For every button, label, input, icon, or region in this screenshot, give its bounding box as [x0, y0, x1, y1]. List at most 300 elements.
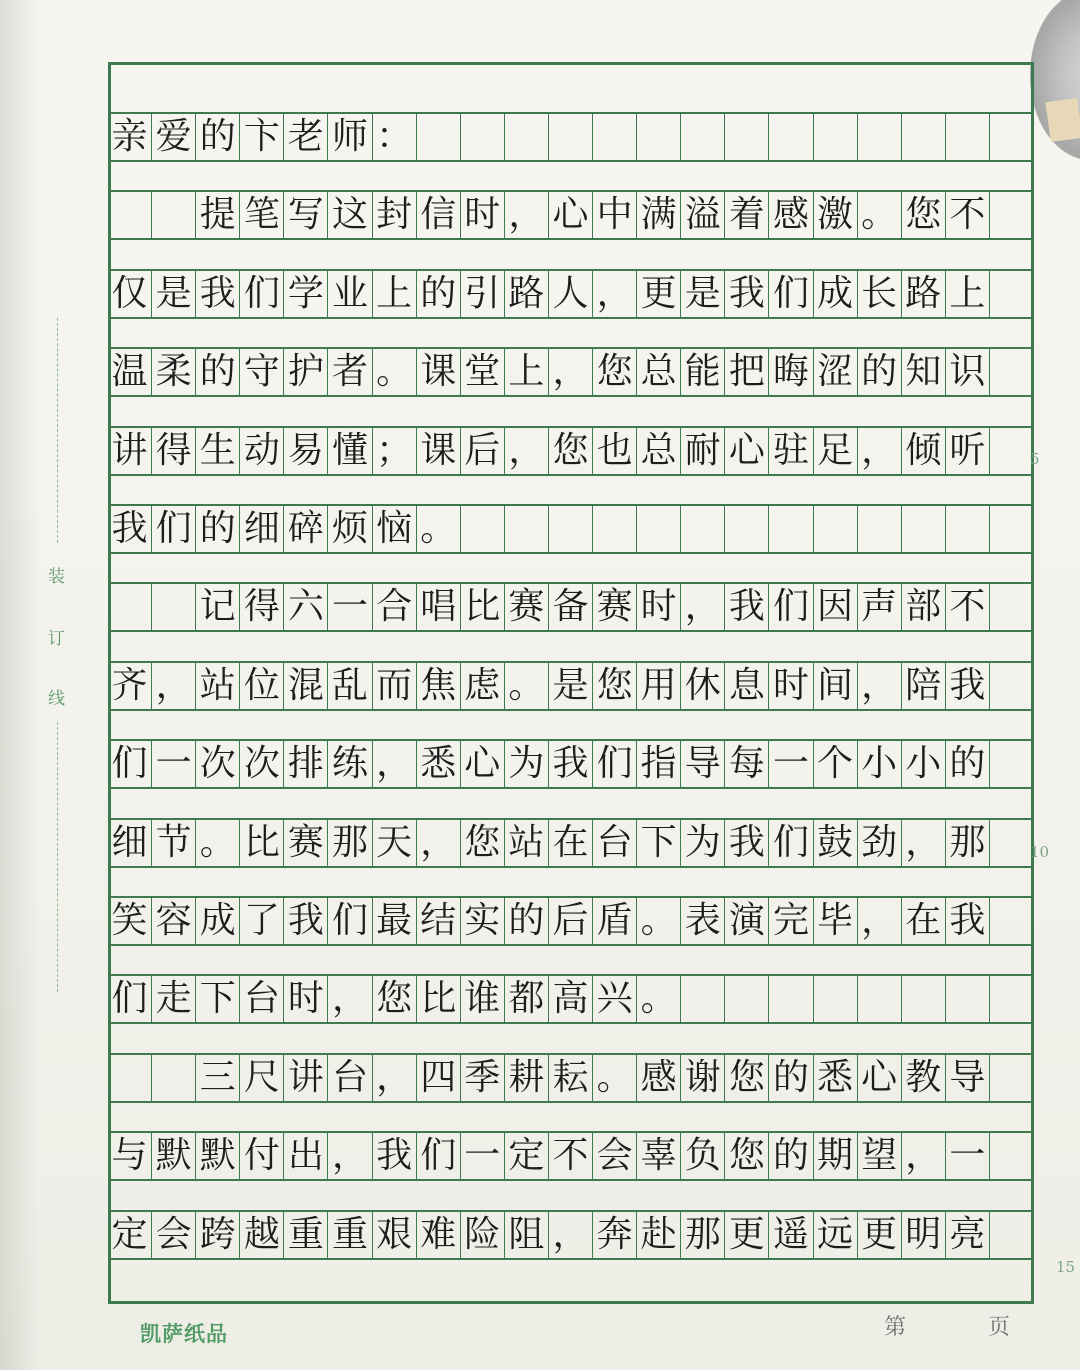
grid-cell: 三 — [196, 1055, 240, 1101]
grid-cell: 望 — [858, 1133, 902, 1179]
grid-cell: 为 — [681, 820, 725, 866]
grid-cell: ： — [373, 114, 417, 160]
grid-cell: 谁 — [461, 976, 505, 1022]
grid-cell: 晦 — [769, 349, 813, 395]
grid-cell: 的 — [196, 506, 240, 552]
grid-cell: 遥 — [769, 1212, 813, 1258]
grid-cell: 后 — [549, 898, 593, 944]
grid-cell: 心 — [461, 741, 505, 787]
grid-cell — [902, 976, 946, 1022]
grid-cell: 演 — [725, 898, 769, 944]
grid-cell: 小 — [902, 741, 946, 787]
grid-cell — [637, 506, 681, 552]
grid-cell: 。 — [196, 820, 240, 866]
grid-cell: 信 — [417, 192, 461, 238]
grid-cell: 。 — [858, 192, 902, 238]
grid-cell: 知 — [902, 349, 946, 395]
grid-cell: 六 — [284, 584, 328, 630]
grid-cell: 小 — [858, 741, 902, 787]
grid-cell: 比 — [240, 820, 284, 866]
grid-cell: 把 — [725, 349, 769, 395]
grid-cell: 易 — [284, 428, 328, 474]
grid-cell: 我 — [373, 1133, 417, 1179]
grid-cell — [814, 976, 858, 1022]
grid-cell: 站 — [505, 820, 549, 866]
grid-cell: 尺 — [240, 1055, 284, 1101]
grid-cell — [417, 114, 461, 160]
grid-cell: 虑 — [461, 663, 505, 709]
grid-cell: 的 — [505, 898, 549, 944]
grid-cell: 懂 — [328, 428, 372, 474]
grid-row — [108, 582, 1034, 632]
grid-cell: 更 — [725, 1212, 769, 1258]
line-number-10: 10 — [1030, 843, 1050, 861]
grid-cell — [152, 192, 196, 238]
grid-cell: 比 — [461, 584, 505, 630]
grid-cell: 用 — [637, 663, 681, 709]
tape-label — [1045, 98, 1080, 142]
grid-cell: 足 — [814, 428, 858, 474]
grid-cell: 总 — [637, 428, 681, 474]
binding-char-3: 线 — [48, 689, 65, 709]
grid-cell — [505, 114, 549, 160]
grid-cell: 者 — [328, 349, 372, 395]
grid-cell: 会 — [152, 1212, 196, 1258]
grid-cell: 在 — [902, 898, 946, 944]
grid-cell: 默 — [196, 1133, 240, 1179]
grid-cell: 越 — [240, 1212, 284, 1258]
grid-cell: 息 — [725, 663, 769, 709]
grid-cell: 细 — [240, 506, 284, 552]
grid-cell: 您 — [725, 1133, 769, 1179]
grid-cell: 是 — [681, 271, 725, 317]
grid-cell: 守 — [240, 349, 284, 395]
grid-cell: 混 — [284, 663, 328, 709]
grid-cell: 提 — [196, 192, 240, 238]
grid-cell: 讲 — [284, 1055, 328, 1101]
grid-cell — [108, 1055, 152, 1101]
grid-cell: 表 — [681, 898, 725, 944]
grid-cell: ， — [549, 349, 593, 395]
grid-cell: ， — [417, 820, 461, 866]
grid-cell — [681, 114, 725, 160]
grid-cell: 课 — [417, 428, 461, 474]
grid-cell: 负 — [681, 1133, 725, 1179]
grid-cell: 鼓 — [814, 820, 858, 866]
grid-cell: 感 — [769, 192, 813, 238]
grid-cell: 导 — [946, 1055, 990, 1101]
grid-cell: 记 — [196, 584, 240, 630]
grid-cell: 那 — [946, 820, 990, 866]
grid-cell — [593, 506, 637, 552]
grid-cell: ， — [373, 741, 417, 787]
grid-cell — [990, 1133, 1034, 1179]
grid-cell: 更 — [637, 271, 681, 317]
grid-cell: 谢 — [681, 1055, 725, 1101]
grid-cell — [990, 741, 1034, 787]
grid-cell — [990, 898, 1034, 944]
grid-cell: 指 — [637, 741, 681, 787]
grid-cell: 路 — [505, 271, 549, 317]
grid-cell: 兴 — [593, 976, 637, 1022]
grid-row — [108, 112, 1034, 162]
grid-cell: ， — [858, 898, 902, 944]
grid-cell: 们 — [769, 584, 813, 630]
grid-cell: 学 — [284, 271, 328, 317]
grid-cell — [990, 114, 1034, 160]
grid-row — [108, 739, 1034, 789]
grid-cell — [902, 114, 946, 160]
grid-cell — [549, 506, 593, 552]
grid-cell: 因 — [814, 584, 858, 630]
grid-cell: 写 — [284, 192, 328, 238]
grid-cell: ， — [858, 663, 902, 709]
page-label-suffix: 页 — [988, 1315, 1011, 1340]
grid-cell: 不 — [946, 192, 990, 238]
grid-cell: 是 — [549, 663, 593, 709]
grid-cell — [814, 506, 858, 552]
grid-cell: 仅 — [108, 271, 152, 317]
grid-cell: 心 — [725, 428, 769, 474]
grid-cell: ， — [328, 1133, 372, 1179]
grid-cell: 您 — [593, 349, 637, 395]
grid-cell: 听 — [946, 428, 990, 474]
grid-cell: 我 — [946, 898, 990, 944]
grid-cell: 导 — [681, 741, 725, 787]
grid-cell: 四 — [417, 1055, 461, 1101]
grid-cell: ， — [549, 1212, 593, 1258]
grid-cell: 定 — [505, 1133, 549, 1179]
grid-cell: 们 — [769, 820, 813, 866]
grid-cell: 位 — [240, 663, 284, 709]
grid-cell: 赴 — [637, 1212, 681, 1258]
grid-row — [108, 347, 1034, 397]
grid-cell: 出 — [284, 1133, 328, 1179]
grid-cell: 们 — [108, 741, 152, 787]
grid-cell: 季 — [461, 1055, 505, 1101]
grid-cell: 耐 — [681, 428, 725, 474]
grid-cell: 默 — [152, 1133, 196, 1179]
grid-cell: 老 — [284, 114, 328, 160]
grid-cell: 我 — [725, 584, 769, 630]
grid-row — [108, 1210, 1034, 1260]
grid-cell: 远 — [814, 1212, 858, 1258]
grid-cell: 完 — [769, 898, 813, 944]
grid-row — [108, 504, 1034, 554]
grid-cell: 们 — [152, 506, 196, 552]
grid-cell — [769, 506, 813, 552]
grid-cell — [858, 976, 902, 1022]
grid-cell — [814, 114, 858, 160]
grid-cell: 阻 — [505, 1212, 549, 1258]
grid-cell: 我 — [549, 741, 593, 787]
grid-cell: 毕 — [814, 898, 858, 944]
grid-cell: 满 — [637, 192, 681, 238]
grid-cell: 们 — [328, 898, 372, 944]
grid-cell: 讲 — [108, 428, 152, 474]
grid-cell: ， — [505, 192, 549, 238]
grid-cell: 容 — [152, 898, 196, 944]
grid-cell: 一 — [769, 741, 813, 787]
grid-cell: ， — [152, 663, 196, 709]
binding-char-1: 装 — [48, 567, 65, 587]
grid-cell: ， — [328, 976, 372, 1022]
grid-cell — [725, 114, 769, 160]
grid-cell: 结 — [417, 898, 461, 944]
grid-cell — [108, 192, 152, 238]
grid-cell: 着 — [725, 192, 769, 238]
grid-cell: 时 — [284, 976, 328, 1022]
grid-cell: 定 — [108, 1212, 152, 1258]
grid-cell: 笔 — [240, 192, 284, 238]
grid-cell: 实 — [461, 898, 505, 944]
grid-cell: 。 — [505, 663, 549, 709]
grid-cell: 唱 — [417, 584, 461, 630]
grid-cell — [946, 114, 990, 160]
grid-cell: 。 — [637, 976, 681, 1022]
grid-cell — [549, 114, 593, 160]
grid-cell: ， — [858, 428, 902, 474]
grid-cell: 合 — [373, 584, 417, 630]
grid-cell: 赛 — [284, 820, 328, 866]
grid-cell: 长 — [858, 271, 902, 317]
grid-cell: 们 — [108, 976, 152, 1022]
grid-cell: 时 — [461, 192, 505, 238]
grid-cell: 那 — [681, 1212, 725, 1258]
grid-cell: 时 — [637, 584, 681, 630]
grid-cell: 我 — [196, 271, 240, 317]
grid-cell — [637, 114, 681, 160]
grid-cell: ， — [373, 1055, 417, 1101]
grid-cell — [725, 506, 769, 552]
grid-cell — [990, 663, 1034, 709]
grid-cell: 烦 — [328, 506, 372, 552]
grid-cell: 难 — [417, 1212, 461, 1258]
grid-cell: 耕 — [505, 1055, 549, 1101]
grid-cell: 耘 — [549, 1055, 593, 1101]
grid-cell: ， — [505, 428, 549, 474]
grid-cell: ； — [373, 428, 417, 474]
grid-cell: 赛 — [593, 584, 637, 630]
grid-cell: 您 — [902, 192, 946, 238]
grid-cell: 感 — [637, 1055, 681, 1101]
grid-cell: 溢 — [681, 192, 725, 238]
grid-row — [108, 896, 1034, 946]
grid-cell: 台 — [593, 820, 637, 866]
grid-cell: 恼 — [373, 506, 417, 552]
grid-cell: 封 — [373, 192, 417, 238]
grid-row — [108, 1053, 1034, 1103]
grid-cell: 一 — [152, 741, 196, 787]
grid-cell: 间 — [814, 663, 858, 709]
grid-cell: 生 — [196, 428, 240, 474]
grid-cell: 心 — [858, 1055, 902, 1101]
grid-cell: 业 — [328, 271, 372, 317]
grid-cell: 我 — [108, 506, 152, 552]
grid-cell: 们 — [417, 1133, 461, 1179]
grid-cell: 上 — [946, 271, 990, 317]
grid-cell: 天 — [373, 820, 417, 866]
grid-cell: 这 — [328, 192, 372, 238]
grid-cell: 课 — [417, 349, 461, 395]
grid-row — [108, 661, 1034, 711]
grid-cell: 下 — [637, 820, 681, 866]
grid-cell — [990, 1212, 1034, 1258]
grid-cell: 我 — [725, 271, 769, 317]
binding-dashed-line-bottom — [57, 722, 58, 992]
grid-cell: 上 — [373, 271, 417, 317]
grid-cell: 驻 — [769, 428, 813, 474]
grid-cell: 最 — [373, 898, 417, 944]
grid-cell — [769, 114, 813, 160]
grid-cell: 的 — [769, 1055, 813, 1101]
grid-cell: 碎 — [284, 506, 328, 552]
grid-cell: 站 — [196, 663, 240, 709]
grid-cell: 台 — [328, 1055, 372, 1101]
grid-cell: 在 — [549, 820, 593, 866]
grid-cell: 劲 — [858, 820, 902, 866]
grid-cell: 得 — [240, 584, 284, 630]
grid-cell: 练 — [328, 741, 372, 787]
grid-cell: 的 — [769, 1133, 813, 1179]
grid-cell: 盾 — [593, 898, 637, 944]
grid-cell: 们 — [240, 271, 284, 317]
grid-cell: 重 — [284, 1212, 328, 1258]
grid-cell: 动 — [240, 428, 284, 474]
grid-cell: 心 — [549, 192, 593, 238]
grid-cell — [152, 1055, 196, 1101]
grid-cell: 排 — [284, 741, 328, 787]
grid-cell: 柔 — [152, 349, 196, 395]
grid-cell: 不 — [946, 584, 990, 630]
grid-row — [108, 190, 1034, 240]
grid-cell: 倾 — [902, 428, 946, 474]
grid-cell: 您 — [549, 428, 593, 474]
grid-row — [108, 269, 1034, 319]
grid-cell: 堂 — [461, 349, 505, 395]
grid-cell: 跨 — [196, 1212, 240, 1258]
grid-cell — [108, 584, 152, 630]
grid-cell: 悉 — [417, 741, 461, 787]
line-number-15: 15 — [1056, 1258, 1076, 1276]
grid-cell: 奔 — [593, 1212, 637, 1258]
grid-cell: 上 — [505, 349, 549, 395]
grid-cell: 走 — [152, 976, 196, 1022]
grid-cell: ， — [902, 820, 946, 866]
grid-cell: 辜 — [637, 1133, 681, 1179]
grid-cell: 温 — [108, 349, 152, 395]
grid-cell: 一 — [946, 1133, 990, 1179]
grid-cell: 细 — [108, 820, 152, 866]
grid-cell: 得 — [152, 428, 196, 474]
grid-cell: 艰 — [373, 1212, 417, 1258]
grid-cell — [725, 976, 769, 1022]
grid-cell: 悉 — [814, 1055, 858, 1101]
grid-cell: 。 — [593, 1055, 637, 1101]
grid-cell: 次 — [196, 741, 240, 787]
grid-cell: 部 — [902, 584, 946, 630]
grid-cell: 您 — [461, 820, 505, 866]
grid-cell: 期 — [814, 1133, 858, 1179]
grid-cell — [946, 976, 990, 1022]
grid-cell: 赛 — [505, 584, 549, 630]
grid-cell: 个 — [814, 741, 858, 787]
grid-cell: 能 — [681, 349, 725, 395]
grid-cell: 我 — [725, 820, 769, 866]
grid-cell: 为 — [505, 741, 549, 787]
grid-cell: 会 — [593, 1133, 637, 1179]
grid-cell: 成 — [196, 898, 240, 944]
grid-cell: ， — [902, 1133, 946, 1179]
grid-cell: 更 — [858, 1212, 902, 1258]
line-number-5: 5 — [1030, 450, 1040, 468]
grid-cell: 识 — [946, 349, 990, 395]
grid-cell: 的 — [196, 349, 240, 395]
grid-cell: 的 — [946, 741, 990, 787]
grid-cell: 笑 — [108, 898, 152, 944]
grid-cell: 师 — [328, 114, 372, 160]
grid-cell: 一 — [328, 584, 372, 630]
grid-cell: 您 — [725, 1055, 769, 1101]
grid-cell: 也 — [593, 428, 637, 474]
grid-cell — [946, 506, 990, 552]
grid-cell — [990, 271, 1034, 317]
grid-cell: 明 — [902, 1212, 946, 1258]
grid-cell: 卞 — [240, 114, 284, 160]
grid-row — [108, 426, 1034, 476]
grid-cell: 声 — [858, 584, 902, 630]
grid-cell: 了 — [240, 898, 284, 944]
grid-cell: 涩 — [814, 349, 858, 395]
grid-cell: 时 — [769, 663, 813, 709]
grid-cell: 重 — [328, 1212, 372, 1258]
grid-cell — [990, 506, 1034, 552]
grid-row — [108, 1131, 1034, 1181]
grid-cell: 而 — [373, 663, 417, 709]
grid-cell: 的 — [417, 271, 461, 317]
grid-cell: 焦 — [417, 663, 461, 709]
grid-cell: 们 — [593, 741, 637, 787]
grid-cell: 齐 — [108, 663, 152, 709]
grid-cell: ， — [593, 271, 637, 317]
grid-cell: 次 — [240, 741, 284, 787]
grid-cell: 不 — [549, 1133, 593, 1179]
grid-cell — [990, 820, 1034, 866]
grid-cell: 每 — [725, 741, 769, 787]
grid-cell: 我 — [284, 898, 328, 944]
grid-cell: ， — [681, 584, 725, 630]
grid-row — [108, 818, 1034, 868]
grid-cell: 节 — [152, 820, 196, 866]
grid-cell — [858, 506, 902, 552]
grid-cell: 路 — [902, 271, 946, 317]
grid-cell: 与 — [108, 1133, 152, 1179]
brand-logo-text: 凯萨纸品 — [140, 1322, 228, 1346]
grid-cell: 陪 — [902, 663, 946, 709]
grid-cell: 的 — [858, 349, 902, 395]
grid-cell — [461, 506, 505, 552]
grid-cell — [990, 349, 1034, 395]
grid-cell: 高 — [549, 976, 593, 1022]
grid-cell: 我 — [946, 663, 990, 709]
grid-cell: 付 — [240, 1133, 284, 1179]
grid-cell: 教 — [902, 1055, 946, 1101]
grid-cell: 中 — [593, 192, 637, 238]
grid-cell: 。 — [417, 506, 461, 552]
grid-cell: 爱 — [152, 114, 196, 160]
grid-cell: 人 — [549, 271, 593, 317]
grid-cell — [505, 506, 549, 552]
